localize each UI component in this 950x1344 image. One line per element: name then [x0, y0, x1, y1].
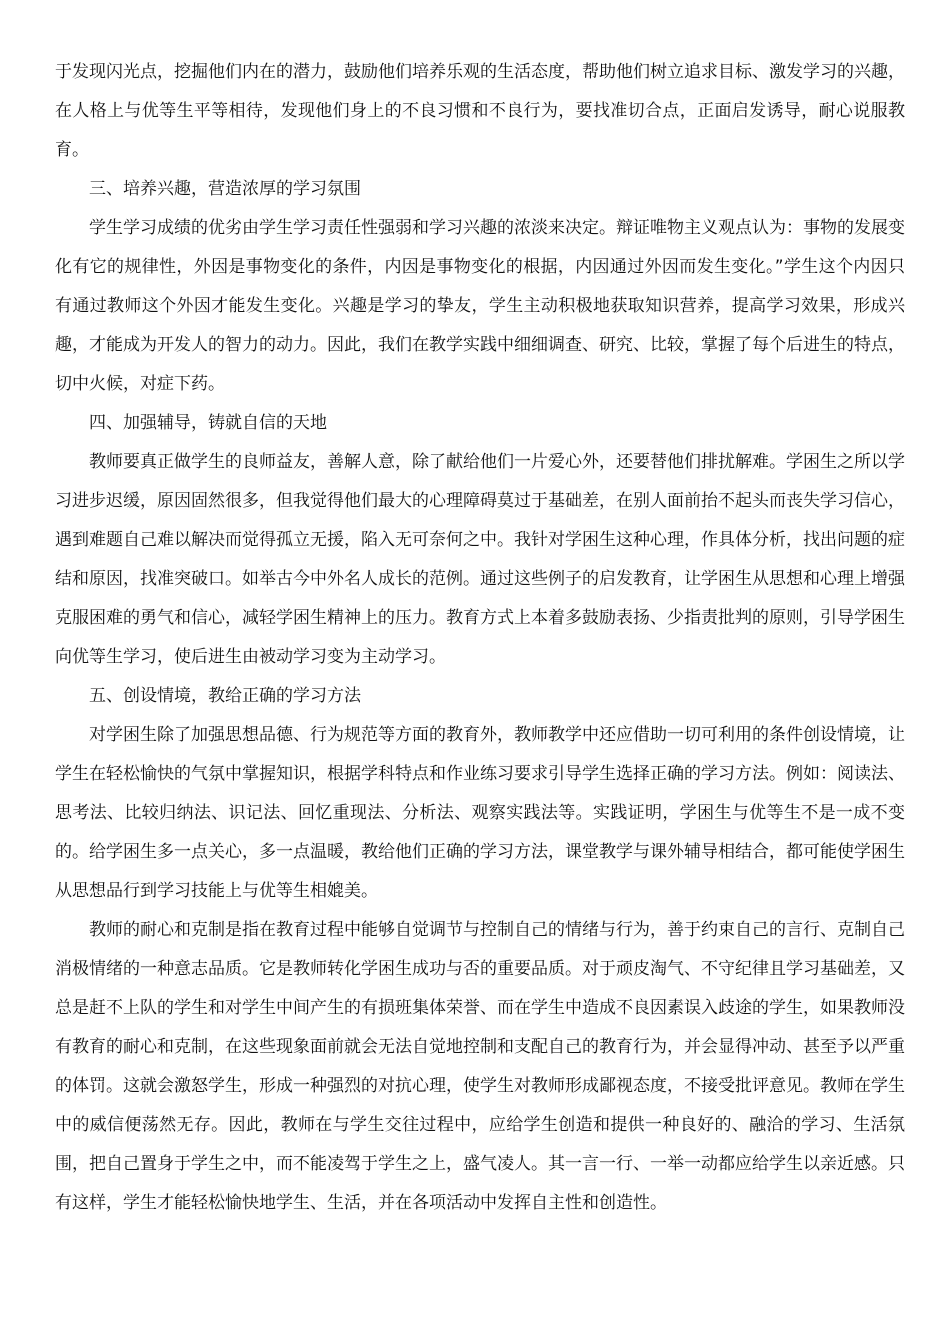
- paragraph-section-3: 学生学习成绩的优劣由学生学习责任性强弱和学习兴趣的浓淡来决定。辩证唯物主义观点认为：事物的发展变化有它的规律性，外因是事物变化的条件，内因是事物变化的根据，内因通过外因而发生变化。”学生这个内因只有通过教师这个外因才能发生变化。兴趣是学习的挚友，学生主动积极地获取知识营养，提高学习效果，形成兴趣，才能成为开发人的智力的动力。因此，我们在教学实践中细细调查、研究、比较，掌握了每个后进生的特点，切中火候，对症下药。: [55, 218, 905, 394]
- paragraph-continuation: 于发现闪光点，挖掘他们内在的潜力，鼓励他们培养乐观的生活态度，帮助他们树立追求目标、激发学习的兴趣，在人格上与优等生平等相待，发现他们身上的不良习惯和不良行为，要找准切合点，正面启发诱导，耐心说服教育。: [55, 62, 905, 160]
- section-heading-3: 三、培养兴趣，营造浓厚的学习氛围: [89, 179, 361, 199]
- document-page: [55, 53, 905, 1223]
- section-heading-5: 五、创设情境，教给正确的学习方法: [89, 686, 361, 706]
- paragraph-closing: 教师的耐心和克制是指在教育过程中能够自觉调节与控制自己的情绪与行为，善于约束自己的言行、克制自己消极情绪的一种意志品质。它是教师转化学困生成功与否的重要品质。对于顽皮淘气、不守纪律且学习基础差，又总是赶不上队的学生和对学生中间产生的有损班集体荣誉、而在学生中造成不良因素误入歧途的学生，如果教师没有教育的耐心和克制，在这些现象面前就会无法自觉地控制和支配自己的教育行为，并会显得冲动、甚至予以严重的体罚。这就会激怒学生，形成一种强烈的对抗心理，使学生对教师形成鄙视态度，不接受批评意见。教师在学生中的威信便荡然无存。因此，教师在与学生交往过程中，应给学生创造和提供一种良好的、融洽的学习、生活氛围，把自己置身于学生之中，而不能凌驾于学生之上，盛气凌人。其一言一行、一举一动都应给学生以亲近感。只有这样，学生才能轻松愉快地学生、生活，并在各项活动中发挥自主性和创造性。: [55, 920, 905, 1213]
- paragraph-section-4: 教师要真正做学生的良师益友，善解人意，除了献给他们一片爱心外，还要替他们排扰解难。学困生之所以学习进步迟缓，原因固然很多，但我觉得他们最大的心理障碍莫过于基础差，在别人面前抬不起头而丧失学习信心，遇到难题自己难以解决而觉得孤立无援，陷入无可奈何之中。我针对学困生这种心理，作具体分析，找出问题的症结和原因，找准突破口。如举古今中外名人成长的范例。通过这些例子的启发教育，让学困生从思想和心理上增强克服困难的勇气和信心，减轻学困生精神上的压力。教育方式上本着多鼓励表扬、少指责批判的原则，引导学困生向优等生学习，使后进生由被动学习变为主动学习。: [55, 452, 905, 667]
- paragraph-section-5: 对学困生除了加强思想品德、行为规范等方面的教育外，教师教学中还应借助一切可利用的条件创设情境，让学生在轻松愉快的气氛中掌握知识，根据学科特点和作业练习要求引导学生选择正确的学习方法。例如：阅读法、思考法、比较归纳法、识记法、回忆重现法、分析法、观察实践法等。实践证明，学困生与优等生不是一成不变的。给学困生多一点关心，多一点温暖，教给他们正确的学习方法，课堂教学与课外辅导相结合，都可能使学困生从思想品行到学习技能上与优等生相媲美。: [55, 725, 905, 901]
- section-heading-4: 四、加强辅导，铸就自信的天地: [89, 413, 327, 433]
